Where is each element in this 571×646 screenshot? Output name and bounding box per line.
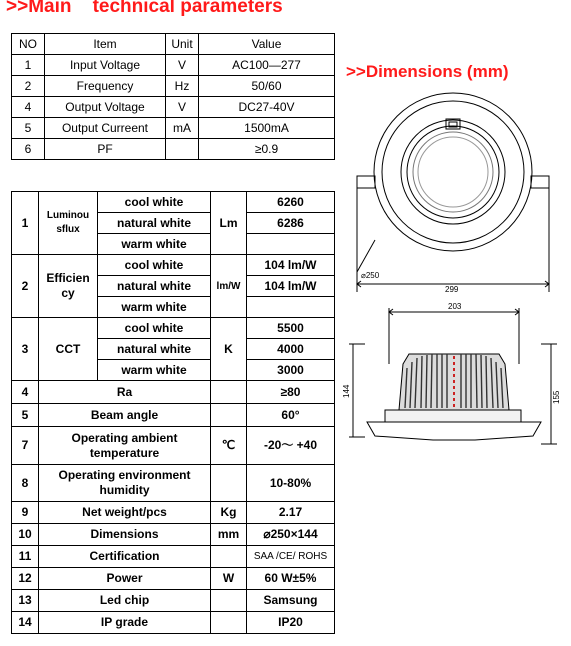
row-unit bbox=[211, 404, 247, 427]
top-view-drawing bbox=[357, 93, 549, 292]
header-value: Value bbox=[199, 34, 335, 55]
row-item: Output Voltage bbox=[45, 97, 166, 118]
row-value: AC100—277 bbox=[199, 55, 335, 76]
row-item: Ra bbox=[39, 381, 211, 404]
height-dimension-label: 144 bbox=[342, 384, 351, 398]
table-row bbox=[12, 568, 335, 590]
header-unit: Unit bbox=[166, 34, 199, 55]
top-width-dimension-label: 203 bbox=[448, 302, 462, 311]
row-unit: Kg bbox=[211, 502, 247, 524]
table-row bbox=[12, 192, 335, 213]
row-value: 2.17 bbox=[247, 502, 335, 524]
row-value: 5500 bbox=[247, 318, 335, 339]
color-variant: warm white bbox=[98, 297, 211, 318]
header-no: NO bbox=[12, 34, 45, 55]
table-row bbox=[12, 465, 335, 502]
row-value bbox=[247, 234, 335, 255]
row-no: 10 bbox=[12, 524, 39, 546]
row-no: 9 bbox=[12, 502, 39, 524]
row-value: 60 W±5% bbox=[247, 568, 335, 590]
row-no: 1 bbox=[12, 192, 39, 255]
table-row bbox=[12, 76, 335, 97]
row-item: Luminou sflux bbox=[39, 192, 98, 255]
width-dimension-label: 299 bbox=[445, 285, 459, 294]
row-unit bbox=[211, 590, 247, 612]
row-value: 50/60 bbox=[199, 76, 335, 97]
color-variant: natural white bbox=[98, 276, 211, 297]
row-item: Frequency bbox=[45, 76, 166, 97]
row-value bbox=[247, 297, 335, 318]
row-item: Net weight/pcs bbox=[39, 502, 211, 524]
row-value: Samsung bbox=[247, 590, 335, 612]
row-item: Operating environment humidity bbox=[39, 465, 211, 502]
table-row bbox=[12, 381, 335, 404]
row-no: 7 bbox=[12, 427, 39, 465]
row-unit: mA bbox=[166, 118, 199, 139]
row-value: 4000 bbox=[247, 339, 335, 360]
row-unit bbox=[211, 381, 247, 404]
row-unit: V bbox=[166, 97, 199, 118]
row-unit: mm bbox=[211, 524, 247, 546]
row-unit: Hz bbox=[166, 76, 199, 97]
row-value: IP20 bbox=[247, 612, 335, 634]
row-no: 2 bbox=[12, 255, 39, 318]
row-value: -20～ +40 bbox=[247, 427, 335, 465]
row-no: 11 bbox=[12, 546, 39, 568]
row-item: Beam angle bbox=[39, 404, 211, 427]
table-row bbox=[12, 139, 335, 160]
row-no: 13 bbox=[12, 590, 39, 612]
table-row bbox=[12, 118, 335, 139]
row-unit: lm/W bbox=[211, 255, 247, 318]
row-value: ≥80 bbox=[247, 381, 335, 404]
row-item: PF bbox=[45, 139, 166, 160]
row-value: 60° bbox=[247, 404, 335, 427]
color-variant: cool white bbox=[98, 192, 211, 213]
row-no: 4 bbox=[12, 97, 45, 118]
table-row bbox=[12, 546, 335, 568]
row-value: 6260 bbox=[247, 192, 335, 213]
row-unit: Lm bbox=[211, 192, 247, 255]
row-no: 6 bbox=[12, 139, 45, 160]
row-no: 8 bbox=[12, 465, 39, 502]
row-value: 3000 bbox=[247, 360, 335, 381]
row-unit bbox=[211, 612, 247, 634]
row-item: Certification bbox=[39, 546, 211, 568]
row-unit bbox=[166, 139, 199, 160]
row-unit bbox=[211, 546, 247, 568]
color-variant: natural white bbox=[98, 339, 211, 360]
table-row bbox=[12, 612, 335, 634]
main-parameters-heading: >>Main technical parameters bbox=[6, 0, 283, 17]
row-item: Output Curreent bbox=[45, 118, 166, 139]
row-value: DC27-40V bbox=[199, 97, 335, 118]
dimension-drawing bbox=[342, 92, 561, 464]
header-item: Item bbox=[45, 34, 166, 55]
color-variant: natural white bbox=[98, 213, 211, 234]
row-item: Dimensions bbox=[39, 524, 211, 546]
row-unit: ℃ bbox=[211, 427, 247, 465]
row-item: Input Voltage bbox=[45, 55, 166, 76]
color-variant: warm white bbox=[98, 360, 211, 381]
main-parameters-table bbox=[11, 33, 335, 160]
row-value: 10-80% bbox=[247, 465, 335, 502]
row-no: 14 bbox=[12, 612, 39, 634]
color-variant: cool white bbox=[98, 318, 211, 339]
table-row bbox=[12, 502, 335, 524]
row-unit bbox=[211, 465, 247, 502]
row-unit: K bbox=[211, 318, 247, 381]
diameter-dimension-label: ⌀250 bbox=[361, 271, 380, 280]
row-no: 12 bbox=[12, 568, 39, 590]
row-unit: V bbox=[166, 55, 199, 76]
table-row bbox=[12, 55, 335, 76]
row-no: 4 bbox=[12, 381, 39, 404]
color-variant: warm white bbox=[98, 234, 211, 255]
detail-parameters-table bbox=[11, 191, 335, 634]
row-value: 1500mA bbox=[199, 118, 335, 139]
table-header-row bbox=[12, 34, 335, 55]
table-row bbox=[12, 255, 335, 276]
row-no: 3 bbox=[12, 318, 39, 381]
row-no: 5 bbox=[12, 118, 45, 139]
row-no: 1 bbox=[12, 55, 45, 76]
table-row bbox=[12, 427, 335, 465]
row-value: ≥0.9 bbox=[199, 139, 335, 160]
row-unit: W bbox=[211, 568, 247, 590]
row-value: ⌀250×144 bbox=[247, 524, 335, 546]
row-value: SAA /CE/ ROHS bbox=[247, 546, 335, 568]
color-variant: cool white bbox=[98, 255, 211, 276]
row-value: 6286 bbox=[247, 213, 335, 234]
table-row bbox=[12, 318, 335, 339]
table-row bbox=[12, 97, 335, 118]
row-no: 5 bbox=[12, 404, 39, 427]
row-item: Efficien cy bbox=[39, 255, 98, 318]
table-row bbox=[12, 404, 335, 427]
height-with-flange-dimension-label: 155 bbox=[552, 390, 561, 404]
row-no: 2 bbox=[12, 76, 45, 97]
table-row bbox=[12, 590, 335, 612]
row-item: Led chip bbox=[39, 590, 211, 612]
row-item: Power bbox=[39, 568, 211, 590]
row-item: Operating ambient temperature bbox=[39, 427, 211, 465]
table-row bbox=[12, 524, 335, 546]
row-value: 104 lm/W bbox=[247, 255, 335, 276]
row-value: 104 lm/W bbox=[247, 276, 335, 297]
row-item: IP grade bbox=[39, 612, 211, 634]
row-item: CCT bbox=[39, 318, 98, 381]
dimensions-heading: >>Dimensions (mm) bbox=[346, 62, 509, 81]
